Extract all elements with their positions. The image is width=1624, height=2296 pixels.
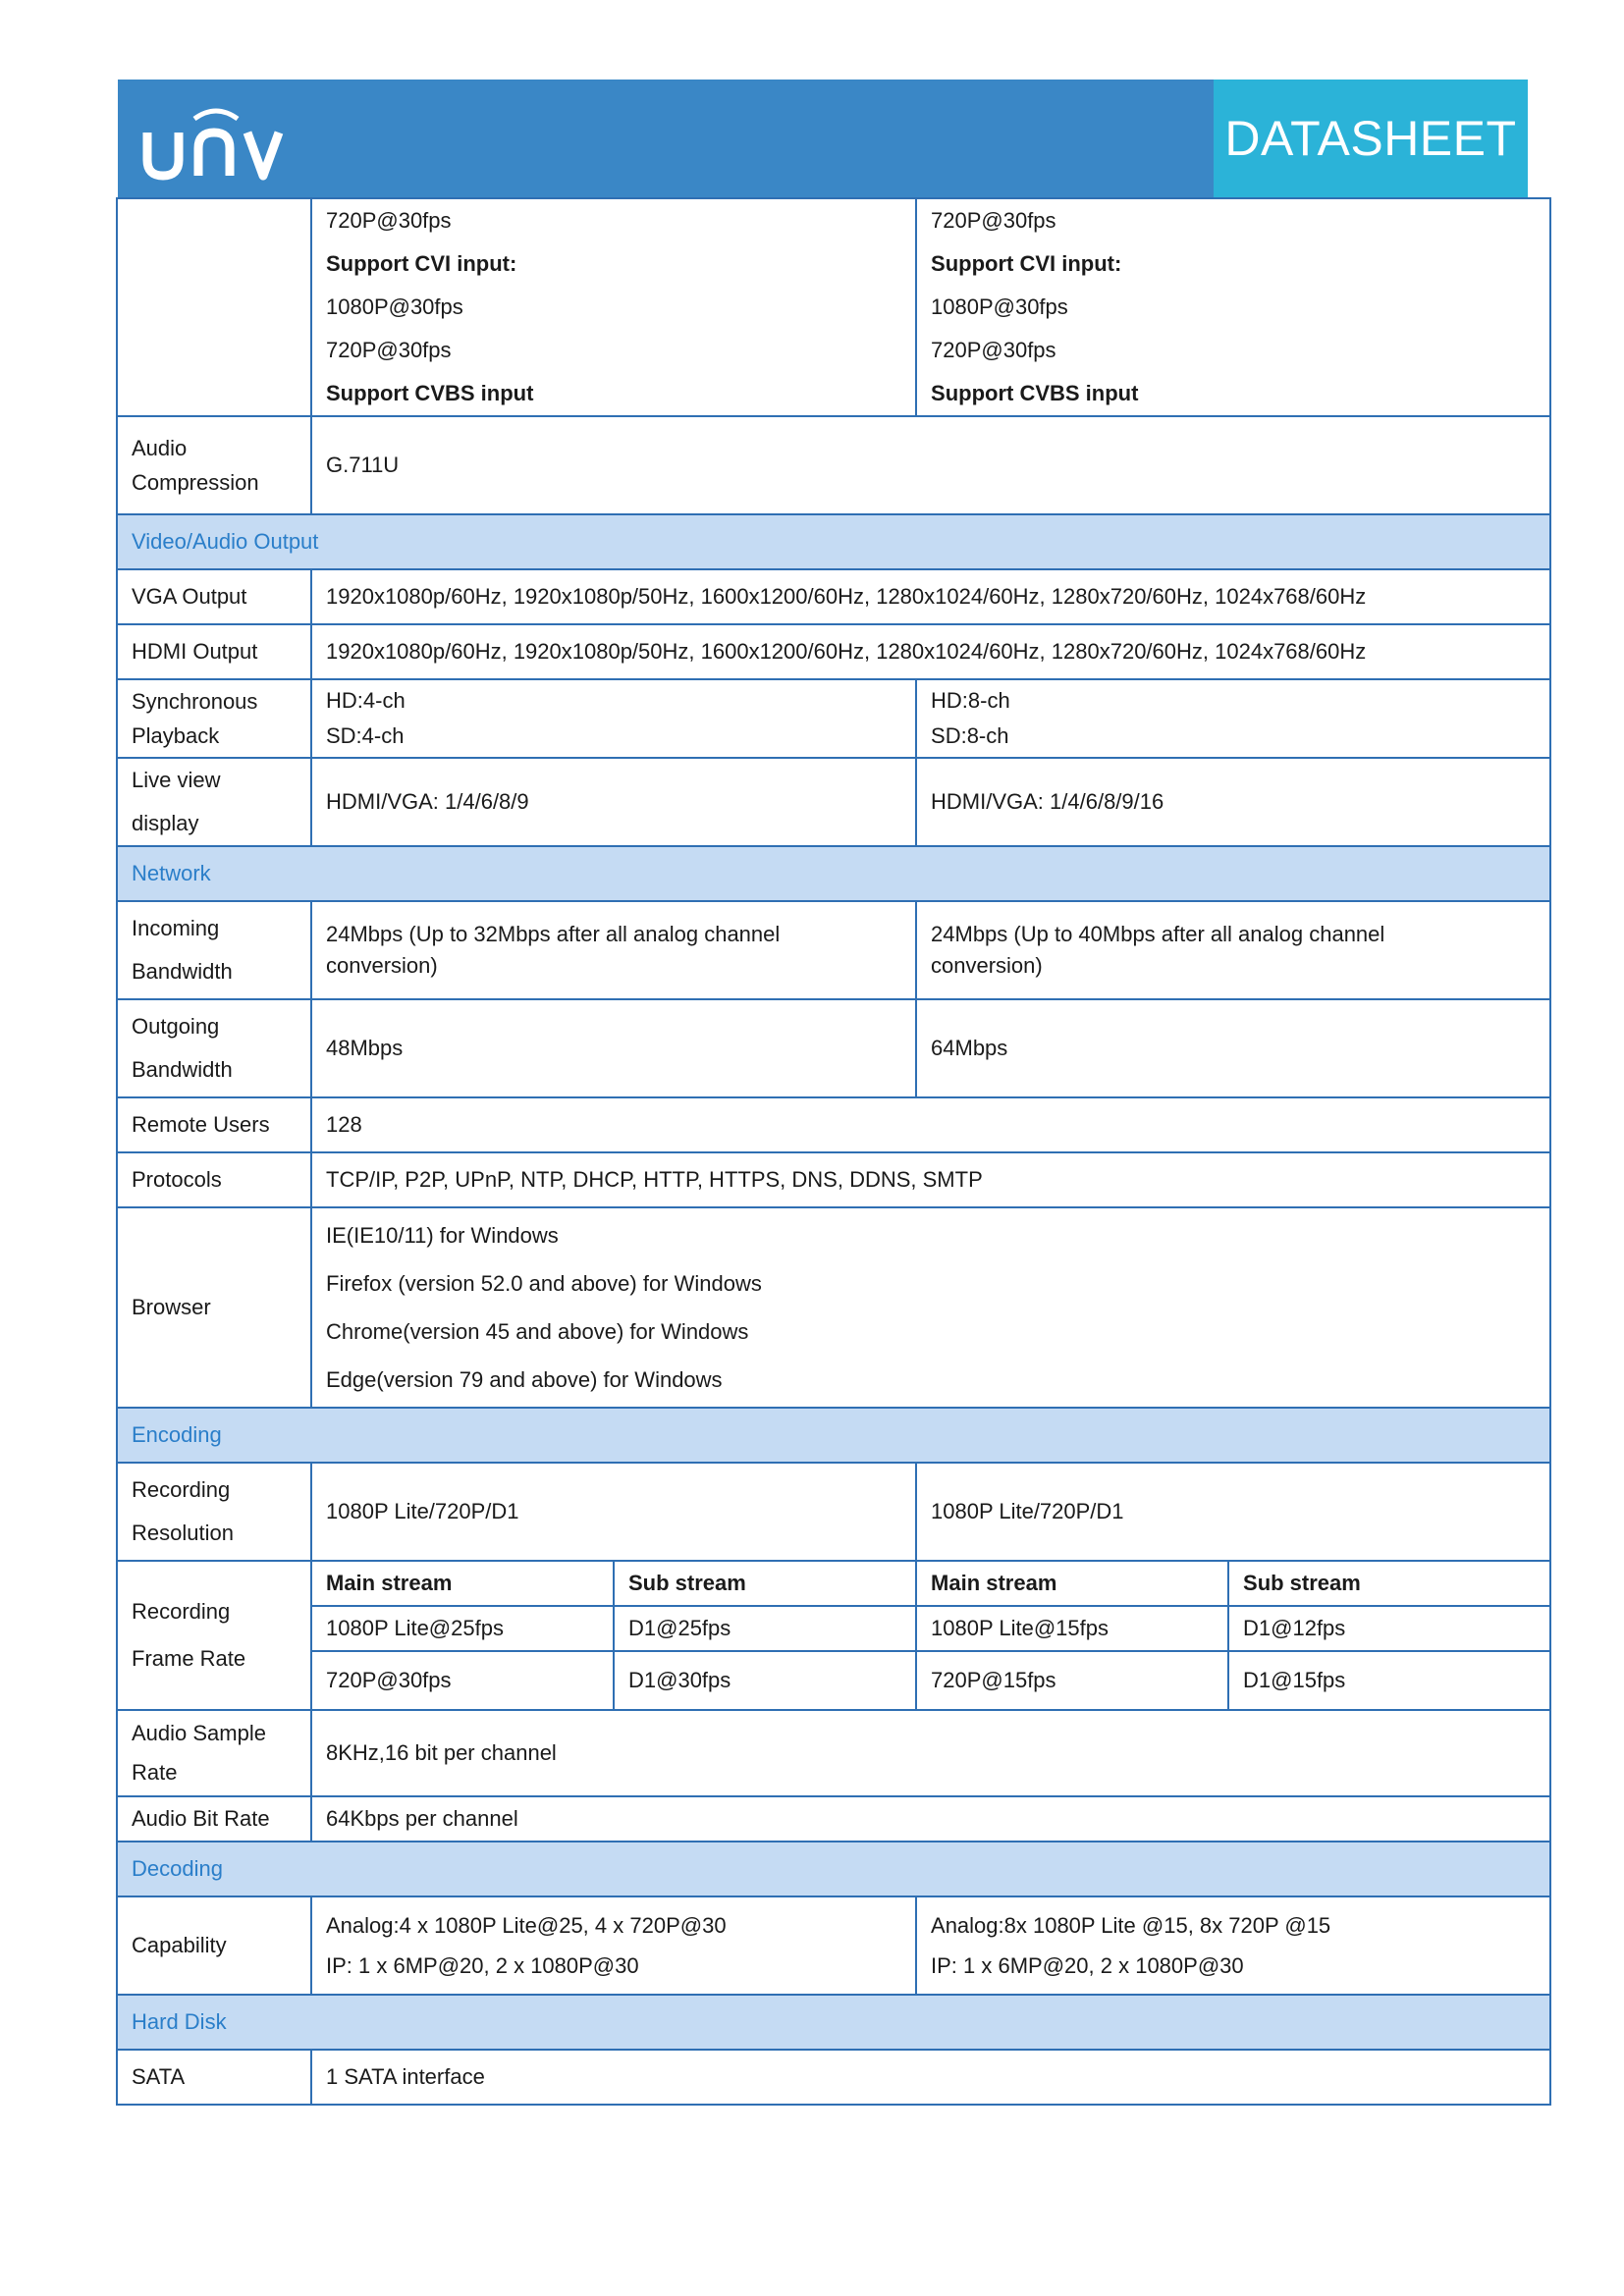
row-value: G.711U: [311, 416, 1550, 514]
main-stream-header: Main stream: [311, 1561, 614, 1606]
label-line: Bandwidth: [132, 959, 233, 984]
section-header-encoding: [117, 1408, 1550, 1463]
row-label: Browser: [117, 1207, 311, 1408]
vga-output-row: [117, 569, 1550, 624]
section-header-decoding: [117, 1842, 1550, 1896]
value-line: 720P@30fps: [931, 208, 1056, 233]
section-header-hard-disk: [117, 1995, 1550, 2050]
table-cell: D1@30fps: [614, 1651, 916, 1710]
row-label: Remote Users: [117, 1097, 311, 1152]
section-title: Video/Audio Output: [117, 514, 1550, 569]
label-line: Outgoing: [132, 1014, 220, 1039]
table-cell: 720P@30fps: [311, 1651, 614, 1710]
table-cell: 720P@15fps: [916, 1651, 1228, 1710]
outgoing-bandwidth-row: [117, 999, 1550, 1097]
sync-col2: [916, 679, 1550, 758]
row-label: [117, 1463, 311, 1561]
value-line: 1080P@30fps: [931, 294, 1068, 319]
live-view-row: [117, 758, 1550, 846]
incoming-bandwidth-row: [117, 901, 1550, 999]
table-cell: D1@25fps: [614, 1606, 916, 1651]
label-line: Playback: [132, 723, 220, 748]
row-label: [117, 679, 311, 758]
video-input-continued-row: [117, 198, 1550, 416]
spec-table: [116, 197, 1551, 2106]
live-view-col2: HDMI/VGA: 1/4/6/8/9/16: [916, 758, 1550, 846]
value-line: 720P@30fps: [931, 338, 1056, 362]
resolution-col2: 1080P Lite/720P/D1: [916, 1463, 1550, 1561]
value-line: 24Mbps (Up to 32Mbps after all analog channel: [326, 922, 781, 946]
resolution-col1: 1080P Lite/720P/D1: [311, 1463, 916, 1561]
row-value: 64Kbps per channel: [311, 1796, 1550, 1842]
sub-stream-header: Sub stream: [1228, 1561, 1550, 1606]
value-line: Support CVI input:: [931, 251, 1122, 276]
row-label: Audio Bit Rate: [117, 1796, 311, 1842]
value-line: Firefox (version 52.0 and above) for Windows: [326, 1271, 762, 1296]
section-title: Encoding: [117, 1408, 1550, 1463]
unv-logo: [137, 105, 295, 184]
value-line: Analog:8x 1080P Lite @15, 8x 720P @15: [931, 1913, 1331, 1938]
row-label: VGA Output: [117, 569, 311, 624]
live-view-col1: HDMI/VGA: 1/4/6/8/9: [311, 758, 916, 846]
section-title: Decoding: [117, 1842, 1550, 1896]
synchronous-playback-row: [117, 679, 1550, 758]
value-line: IP: 1 x 6MP@20, 2 x 1080P@30: [326, 1953, 639, 1978]
incoming-col2: [916, 901, 1550, 999]
outgoing-col1: 48Mbps: [311, 999, 916, 1097]
datasheet-header: [118, 80, 1528, 197]
row-label-empty: [117, 198, 311, 416]
row-label: [117, 1710, 311, 1796]
section-title: Hard Disk: [117, 1995, 1550, 2050]
label-line: Audio Sample: [132, 1721, 266, 1745]
table-cell: 1080P Lite@15fps: [916, 1606, 1228, 1651]
capability-col1: [311, 1896, 916, 1995]
outgoing-col2: 64Mbps: [916, 999, 1550, 1097]
label-line: Resolution: [132, 1521, 234, 1545]
value-line: SD:4-ch: [326, 723, 405, 748]
label-line: Recording: [132, 1477, 231, 1502]
table-cell: D1@12fps: [1228, 1606, 1550, 1651]
main-stream-header: Main stream: [916, 1561, 1228, 1606]
sync-col1: [311, 679, 916, 758]
row-label: [117, 901, 311, 999]
row-value: 1 SATA interface: [311, 2050, 1550, 2105]
row-value: 1920x1080p/60Hz, 1920x1080p/50Hz, 1600x1200/60Hz, 1280x1024/60Hz, 1280x720/60Hz, 1024x768/60Hz: [311, 624, 1550, 679]
value-line: SD:8-ch: [931, 723, 1009, 748]
video-input-col2: [916, 198, 1550, 416]
label-line: Frame Rate: [132, 1646, 246, 1671]
value-line: HD:4-ch: [326, 688, 406, 713]
browser-values: [311, 1207, 1550, 1408]
value-line: 24Mbps (Up to 40Mbps after all analog channel: [931, 922, 1385, 946]
capability-row: [117, 1896, 1550, 1995]
frame-rate-row-2: [117, 1651, 1550, 1710]
audio-bit-rate-row: [117, 1796, 1550, 1842]
row-label: [117, 758, 311, 846]
row-label: [117, 1561, 311, 1710]
label-line: Live view: [132, 768, 221, 792]
label-line: display: [132, 811, 199, 835]
frame-rate-header-row: [117, 1561, 1550, 1606]
recording-resolution-row: [117, 1463, 1550, 1561]
section-header-network: [117, 846, 1550, 901]
row-value: 8KHz,16 bit per channel: [311, 1710, 1550, 1796]
value-line: conversion): [931, 953, 1043, 978]
label-line: Synchronous: [132, 688, 258, 714]
value-line: conversion): [326, 953, 438, 978]
protocols-row: [117, 1152, 1550, 1207]
row-value: TCP/IP, P2P, UPnP, NTP, DHCP, HTTP, HTTPS, DNS, DDNS, SMTP: [311, 1152, 1550, 1207]
remote-users-row: [117, 1097, 1550, 1152]
row-label: Audio Compression: [117, 416, 311, 514]
value-line: 1080P@30fps: [326, 294, 463, 319]
audio-sample-rate-row: [117, 1710, 1550, 1796]
value-line: Analog:4 x 1080P Lite@25, 4 x 720P@30: [326, 1913, 727, 1938]
capability-col2: [916, 1896, 1550, 1995]
section-header-video-audio-output: [117, 514, 1550, 569]
value-line: 720P@30fps: [326, 208, 452, 233]
value-line: Support CVBS input: [326, 381, 534, 405]
sub-stream-header: Sub stream: [614, 1561, 916, 1606]
value-line: Chrome(version 45 and above) for Windows: [326, 1319, 749, 1344]
video-input-col1: [311, 198, 916, 416]
table-cell: D1@15fps: [1228, 1651, 1550, 1710]
audio-compression-row: [117, 416, 1550, 514]
value-line: Support CVBS input: [931, 381, 1139, 405]
value-line: Edge(version 79 and above) for Windows: [326, 1367, 723, 1392]
row-label: Capability: [117, 1896, 311, 1995]
table-cell: 1080P Lite@25fps: [311, 1606, 614, 1651]
browser-row: [117, 1207, 1550, 1408]
row-label: Protocols: [117, 1152, 311, 1207]
section-title: Network: [117, 846, 1550, 901]
label-line: Incoming: [132, 916, 220, 940]
row-label: [117, 999, 311, 1097]
value-line: IP: 1 x 6MP@20, 2 x 1080P@30: [931, 1953, 1244, 1978]
value-line: IE(IE10/11) for Windows: [326, 1223, 559, 1248]
frame-rate-row-1: [117, 1606, 1550, 1651]
row-label: HDMI Output: [117, 624, 311, 679]
label-line: Rate: [132, 1760, 178, 1785]
row-value: 128: [311, 1097, 1550, 1152]
datasheet-title: DATASHEET: [1214, 80, 1528, 197]
row-label: SATA: [117, 2050, 311, 2105]
sata-row: [117, 2050, 1550, 2105]
value-line: 720P@30fps: [326, 338, 452, 362]
label-line: Recording: [132, 1599, 231, 1624]
value-line: HD:8-ch: [931, 688, 1010, 713]
value-line: Support CVI input:: [326, 251, 517, 276]
hdmi-output-row: [117, 624, 1550, 679]
incoming-col1: [311, 901, 916, 999]
label-line: Bandwidth: [132, 1057, 233, 1082]
row-value: 1920x1080p/60Hz, 1920x1080p/50Hz, 1600x1200/60Hz, 1280x1024/60Hz, 1280x720/60Hz, 1024x768/60Hz: [311, 569, 1550, 624]
